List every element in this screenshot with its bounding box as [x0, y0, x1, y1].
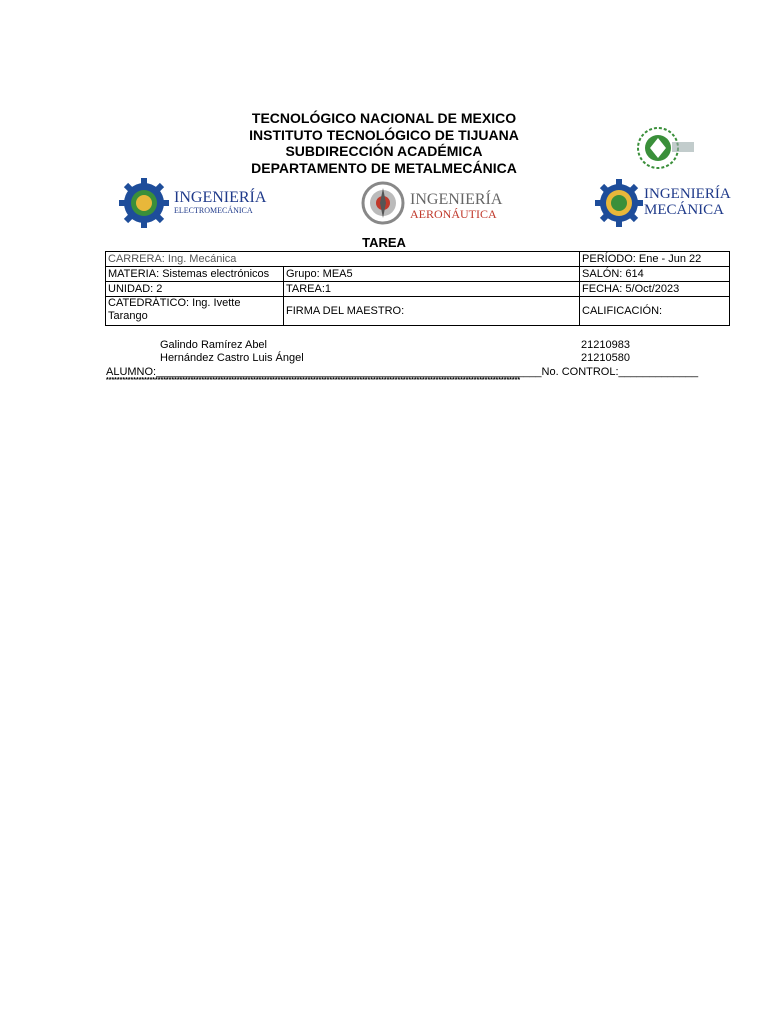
student-name: Galindo Ramírez Abel — [160, 339, 267, 351]
propeller-icon — [360, 180, 406, 226]
materia-cell: MATERIA: Sistemas electrónicos — [106, 267, 284, 282]
periodo-cell: PERÍODO: Ene - Jun 22 — [580, 252, 730, 267]
electro-logo-subtitle: ELECTROMECÁNICA — [174, 206, 253, 215]
electro-logo-title: INGENIERÍA — [174, 189, 267, 206]
tarea-cell: TAREA:1 — [284, 282, 580, 297]
info-table — [105, 251, 730, 326]
student-names — [160, 339, 304, 365]
separator-stars: ******************************************************************************************************************************************************** — [106, 377, 521, 384]
control-number: 21210983 — [581, 339, 630, 351]
catedratico-cell: CATEDRÁTICO: Ing. Ivette Tarango — [106, 297, 284, 326]
itt-logo — [628, 122, 702, 172]
mec-logo-title: INGENIERÍA — [644, 186, 731, 202]
gear-icon — [594, 178, 644, 228]
mec-logo-subtitle: MECÁNICA — [644, 202, 725, 218]
salon-cell: SALÓN: 614 — [580, 267, 730, 282]
ingenieria-electromecanica-logo — [118, 177, 278, 231]
aero-logo-subtitle: AERONÁUTICA — [410, 207, 497, 221]
header-line-2: INSTITUTO TECNOLÓGICO DE TIJUANA — [249, 126, 519, 143]
fecha-cell: FECHA: 5/Oct/2023 — [580, 282, 730, 297]
control-number: 21210580 — [581, 352, 630, 364]
calificacion-cell: CALIFICACIÓN: — [580, 297, 730, 326]
student-controls — [581, 339, 630, 365]
header-line-3: SUBDIRECCIÓN ACADÉMICA — [285, 143, 483, 159]
carrera-cell: CARRERA: Ing. Mecánica — [106, 252, 580, 267]
ingenieria-mecanica-logo — [594, 178, 734, 230]
table-row — [106, 267, 730, 282]
ingenieria-aeronautica-logo — [360, 180, 503, 230]
firma-cell: FIRMA DEL MAESTRO: — [284, 297, 580, 326]
alumno-line: ALUMNO:_______________________________________________________________No. CONTROL:_____________ — [106, 366, 699, 378]
gear-icon — [118, 177, 170, 229]
grupo-cell: Grupo: MEA5 — [284, 267, 580, 282]
document-title: TAREA — [362, 235, 406, 250]
header-line-1: TECNOLÓGICO NACIONAL DE MEXICO — [251, 110, 517, 126]
table-row — [106, 297, 730, 326]
unidad-cell: UNIDAD: 2 — [106, 282, 284, 297]
student-name: Hernández Castro Luis Ángel — [160, 352, 304, 364]
aero-logo-title: INGENIERÍA — [410, 191, 503, 208]
table-row — [106, 282, 730, 297]
table-row — [106, 252, 730, 267]
header-line-4: DEPARTAMENTO DE METALMECÁNICA — [251, 159, 517, 176]
